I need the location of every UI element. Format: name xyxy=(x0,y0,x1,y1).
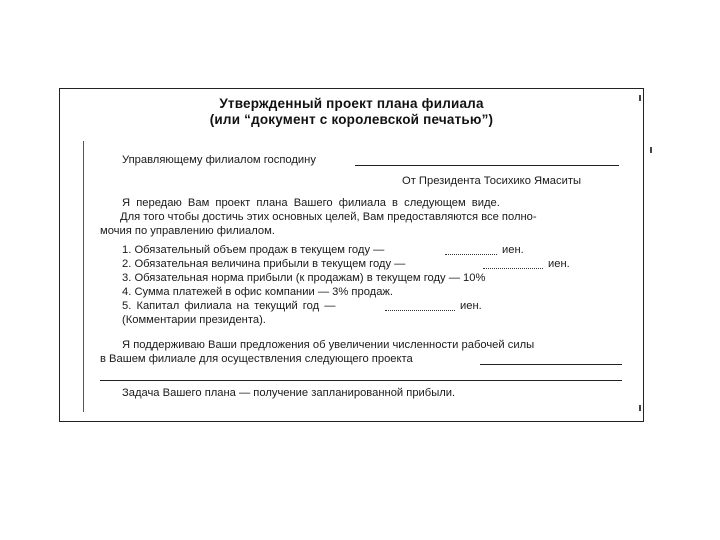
item-2-text: 2. Обязательная величина прибыли в текущем году — xyxy=(122,258,406,270)
scan-mark xyxy=(639,95,641,101)
document-title: Утвержденный проект плана филиала xyxy=(219,96,484,111)
document-frame xyxy=(59,88,644,422)
item-1-blank xyxy=(445,254,497,255)
item-1-text: 1. Обязательный объем продаж в текущем году — xyxy=(122,244,385,256)
project-blank-line xyxy=(100,380,622,381)
support-line-2: в Вашем филиале для осуществления следующего проекта xyxy=(100,353,413,365)
intro-line-3: мочия по управлению филиалом. xyxy=(100,225,275,237)
item-3-text: 3. Обязательная норма прибыли (к продажам) в текущем году — 10% xyxy=(122,272,486,284)
item-5-blank xyxy=(385,310,455,311)
item-2-unit: иен. xyxy=(548,258,570,270)
left-margin-line xyxy=(83,141,84,412)
item-4-text: 4. Сумма платежей в офис компании — 3% продаж. xyxy=(122,286,394,298)
plan-goal: Задача Вашего плана — получение запланированной прибыли. xyxy=(122,387,456,399)
item-2-blank xyxy=(483,268,543,269)
president-comments: (Комментарии президента). xyxy=(122,314,266,326)
item-5-text: 5. Капитал филиала на текущий год — xyxy=(122,300,336,312)
intro-line-1: Я передаю Вам проект плана Вашего филиала в следующем виде. xyxy=(122,197,500,209)
from-line: От Президента Тосихико Ямаситы xyxy=(402,175,582,187)
project-blank xyxy=(480,364,622,365)
intro-line-2: Для того чтобы достичь этих основных целей, Вам предоставляются все полно- xyxy=(120,211,537,223)
scan-mark xyxy=(650,147,652,153)
scan-mark xyxy=(639,405,641,411)
item-5-unit: иен. xyxy=(460,300,482,312)
addressee-blank xyxy=(355,165,619,166)
support-line-1: Я поддерживаю Ваши предложения об увеличении численности рабочей силы xyxy=(122,339,535,351)
document-subtitle: (или “документ с королевской печатью”) xyxy=(209,112,494,127)
addressee-label: Управляющему филиалом господину xyxy=(122,154,316,166)
item-1-unit: иен. xyxy=(502,244,524,256)
